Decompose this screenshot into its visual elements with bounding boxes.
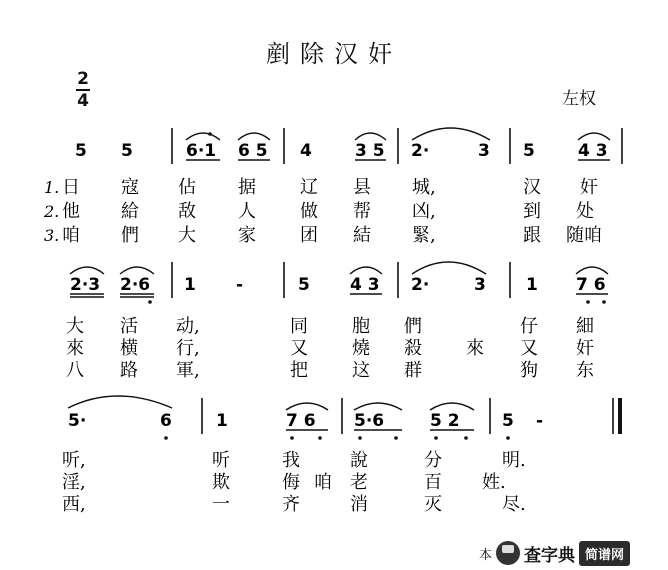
note: 4 3 <box>578 141 608 161</box>
barlines <box>172 262 510 298</box>
note: 5 <box>523 141 535 161</box>
note: 2· <box>411 275 430 295</box>
system-2 <box>66 262 608 381</box>
slurs <box>68 396 474 410</box>
lyric-char: 寇 <box>121 177 139 198</box>
composer-name: 左权 <box>562 89 596 109</box>
note: 5· <box>68 411 87 431</box>
lyric-char: 們 <box>404 316 422 337</box>
lyric-char: 县 <box>353 177 371 198</box>
note: 1 <box>216 411 228 431</box>
lyric-char: 軍, <box>176 360 200 381</box>
lyric-char: 咱 <box>62 225 80 246</box>
lyric-char: 做 <box>300 201 318 222</box>
verse-number: 3. <box>44 226 60 245</box>
lyric-char: 动, <box>176 316 200 337</box>
lyric-char: 淫, <box>62 472 86 493</box>
lyric-char: 奸 <box>576 338 594 359</box>
lyric-char: 跟 <box>523 225 541 246</box>
note: 5·6 <box>354 411 385 431</box>
lyric-char: 老 <box>350 472 368 493</box>
slurs <box>70 262 608 274</box>
note: 3 5 <box>355 141 385 161</box>
note: 5 <box>121 141 133 161</box>
lyric-char: 來 <box>466 338 484 359</box>
lyric-char: 大 <box>66 316 84 337</box>
lyric-char: 燒 <box>352 338 370 359</box>
notes <box>70 275 606 295</box>
notes <box>75 141 608 161</box>
lyric-char: 敌 <box>178 201 196 222</box>
lyric-line-2 <box>62 201 594 222</box>
note: - <box>536 411 544 431</box>
lyric-char: 家 <box>238 225 256 246</box>
lyric-char: 团 <box>300 225 318 246</box>
lyric-line-1 <box>62 177 598 198</box>
lyric-char: 消 <box>350 494 368 515</box>
verse-number: 2. <box>44 202 60 221</box>
lyric-char: 來 <box>66 338 84 359</box>
lyric-char: 結 <box>353 225 371 246</box>
verse-numbers <box>43 178 59 245</box>
lyric-char: 路 <box>120 360 138 381</box>
lyric-char: 們 <box>121 225 139 246</box>
lyric-char: 我 <box>282 450 300 471</box>
lyric-char: 八 <box>66 360 84 381</box>
lyric-char: 分 <box>424 450 442 471</box>
lyric-char: 人 <box>238 201 256 222</box>
lyric-char: 百 <box>424 472 442 493</box>
octave-dots <box>164 436 510 440</box>
barlines <box>202 398 620 434</box>
note: 2·3 <box>70 275 101 295</box>
lyric-char: 大 <box>178 225 196 246</box>
lyric-char: 奸 <box>580 177 598 198</box>
lyric-char: 殺 <box>404 338 422 359</box>
lyric-char: 到 <box>523 201 541 222</box>
note: 6 5 <box>238 141 268 161</box>
lyric-line-1 <box>66 316 594 337</box>
lyric-char: 又 <box>520 338 538 359</box>
lyric-line-2 <box>62 472 506 493</box>
lyric-char: 侮 <box>282 472 300 493</box>
lyric-char: 一 <box>212 494 230 515</box>
lyric-char: 他 <box>62 201 80 222</box>
note: 7 6 <box>286 411 316 431</box>
verse-number: 1. <box>44 178 60 197</box>
lyric-char: 城, <box>412 177 436 198</box>
note: 1 <box>184 275 196 295</box>
lyric-char: 欺 <box>212 472 230 493</box>
lyric-char: 汉 <box>523 177 541 198</box>
lyric-char: 狗 <box>520 360 538 381</box>
lyric-char: 日 <box>62 177 80 198</box>
lyric-char: 咱 <box>314 472 332 493</box>
lyric-char: 把 <box>290 360 308 381</box>
lyric-line-2 <box>66 338 594 359</box>
lyric-char: 佔 <box>178 177 196 198</box>
lyric-char: 凶, <box>412 201 436 222</box>
lyric-char: 活 <box>120 316 138 337</box>
lyric-char: 处 <box>576 201 594 222</box>
lyric-char: 听, <box>62 450 86 471</box>
lyric-char: 行, <box>176 338 200 359</box>
lyric-line-3 <box>62 225 602 246</box>
watermark-prefix: 本 <box>479 547 493 563</box>
note: 5 <box>298 275 310 295</box>
lyric-char: 随咱 <box>566 225 602 246</box>
note: 4 <box>300 141 312 161</box>
watermark-brand: 查字典 <box>524 545 576 566</box>
song-title: 剷除汉奸 <box>266 40 402 68</box>
lyric-char: 西, <box>62 494 86 515</box>
watermark-site: 简谱网 <box>579 541 630 566</box>
octave-dots <box>148 300 606 304</box>
note: 2·6 <box>120 275 151 295</box>
note: 5 2 <box>430 411 460 431</box>
lyric-char: 这 <box>352 360 370 381</box>
lyric-char: 又 <box>290 338 308 359</box>
note: 2· <box>411 141 430 161</box>
system-1 <box>43 128 622 246</box>
lyric-char: 仔 <box>520 316 538 337</box>
note: - <box>236 275 244 295</box>
lyric-char: 听 <box>212 450 230 471</box>
lyric-char: 說 <box>350 450 368 471</box>
lyric-line-1 <box>62 450 526 471</box>
note: 6 <box>160 411 172 431</box>
lyric-line-3 <box>66 360 594 381</box>
lyric-char: 姓. <box>482 472 506 493</box>
note: 7 6 <box>576 275 606 295</box>
time-signature-bottom: 4 <box>77 91 89 111</box>
lyric-char: 胞 <box>352 316 370 337</box>
time-signature-top: 2 <box>77 69 89 89</box>
lyric-char: 群 <box>404 360 422 381</box>
lyric-char: 灭 <box>424 494 442 515</box>
lyric-char: 东 <box>576 360 594 381</box>
lyric-char: 据 <box>238 177 256 198</box>
note: 5 <box>502 411 514 431</box>
notes <box>68 411 543 431</box>
note: 3 <box>474 275 486 295</box>
lyric-line-3 <box>62 494 526 515</box>
octave-dot <box>208 132 212 136</box>
lyric-char: 横 <box>120 338 138 359</box>
note: 3 <box>478 141 490 161</box>
system-3 <box>62 396 620 515</box>
note: 1 <box>526 275 538 295</box>
watermark <box>479 538 630 568</box>
lyric-char: 齐 <box>282 494 300 515</box>
note: 5 <box>75 141 87 161</box>
lyric-char: 尽. <box>502 494 526 515</box>
lyric-char: 緊, <box>412 225 436 246</box>
lyric-char: 辽 <box>300 177 318 198</box>
lyric-char: 明. <box>502 450 526 471</box>
lyric-char: 給 <box>121 201 139 222</box>
lyric-char: 同 <box>290 316 308 337</box>
lyric-char: 細 <box>576 316 594 337</box>
lyric-char: 帮 <box>353 201 371 222</box>
note: 6·1 <box>186 141 217 161</box>
mascot-logo-icon <box>496 541 520 565</box>
note: 4 3 <box>350 275 380 295</box>
